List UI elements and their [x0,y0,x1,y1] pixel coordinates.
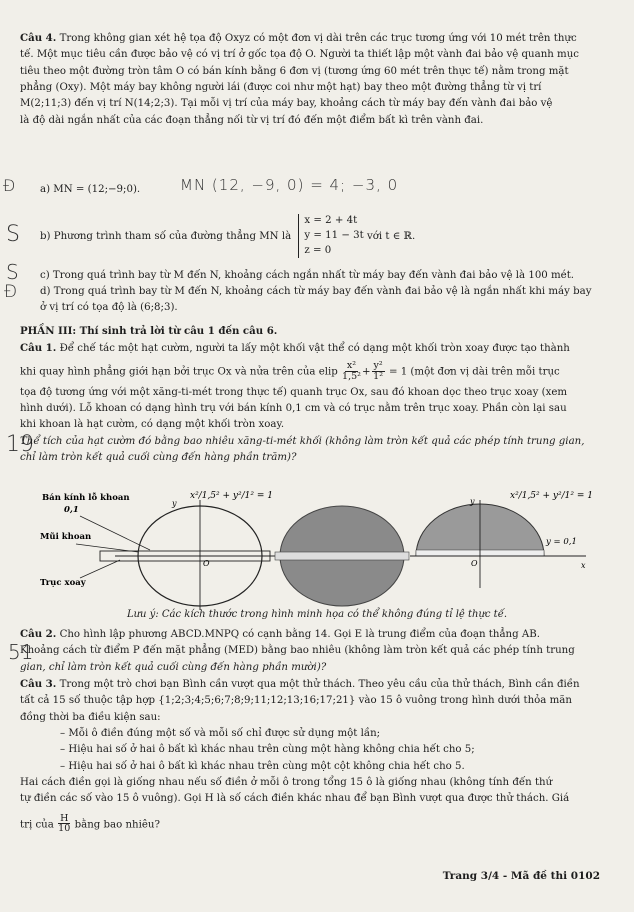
part3-title: PHẦN III: Thí sinh trả lời từ câu 1 đến câu 6. [20,325,278,337]
x-label-right: x [581,561,586,570]
q4-line1: Câu 4. Trong không gian xét hệ tọa độ Oxyz có một đơn vị dài trên các trục tương ứng với 10 mét trên thực [20,32,577,44]
q1-line5: khi khoan là hạt cườm, có dạng một khối tròn xoay. [20,419,285,431]
handwritten-answer-q2: 51 [8,640,34,664]
q1-line3: tọa độ tương ứng với một xăng-ti-mét trong thực tế) quanh trục Ox, sau đó khoan dọc theo trục xoay (xem [20,386,568,398]
label-rotation-axis: Trục xoay [40,578,86,588]
bead-figure [40,488,600,610]
q1-line1: Câu 1. Để chế tác một hạt cườm, người ta lấy một khối vật thể có dạng một khối tròn xoay được tạo thành [20,342,570,355]
question-2: Câu 2. Cho hình lập phương ABCD.MNPQ có cạnh bằng 14. Gọi E là trung điểm của đoạn thẳng AB. Khoảng cách từ điểm P đến mặt phẳng (MED) bằng bao nhiêu (không làm tròn kết quả các phép tính trung gian, chỉ làm tròn kết quả cuối cùng đến hàng phần mười)? [20,628,575,673]
question-3: Câu 3. Trong một trò chơi bạn Bình cần vượt qua một thử thách. Theo yêu cầu của thử thách, Bình cần điền tất cả 15 số thuộc tập hợp {1;2;3;4;5;6;7;8;9;11;12;13;16;17;21} vào 15 ô vuông trong hình dưới thỏa mãn đồng thời ba điều kiện sau: – Mỗi ô điền đúng một số và mỗi số chỉ được sử dụng một lần; – Hiệu hai số ở hai ô bất kì khác nhau trên cùng một hàng không chia hết cho 5; – Hiệu hai số ở hai ô bất kì khác nhau trên cùng một cột không chia hết cho 5. Hai cách điền gọi là giống nhau nếu số điền ở mỗi ô trong tổng 15 ô là giống nhau (không tính đến thứ tự điền các số vào 15 ô vuông). Gọi H là số cách điền khác nhau để bạn Bình vượt qua được thử thách. Giá trị của $\frac{H}{10}$ bằng bao nhiêu? [20,678,580,835]
ellipse-equation-right: x²/1,5² + y²/1² = 1 [510,491,593,501]
q4-line4: phẳng (Oxy). Một máy bay không người lái (được coi như một hạt) bay theo một đường thẳng từ vị trí [20,81,542,93]
handwritten-mark-a: Đ [3,176,16,195]
figure-note: Lưu ý: Các kích thước trong hình minh họa có thể không đúng tỉ lệ thực tế. [126,609,508,620]
handwritten-mark-b: S [6,222,20,247]
q1-line4: hình dưới). Lỗ khoan có dạng hình trụ với bán kính 0,1 cm và có trục nằm trên trục xoay. Phần còn lại sau [20,402,567,414]
fraction-y: $\frac{\text{y²}}{\text{1²}}$ [373,359,384,382]
q1-line7: chỉ làm tròn kết quả cuối cùng đến hàng phần trăm)? [20,451,297,463]
q1-line6: Thể tích của hạt cườm đó bằng bao nhiêu xăng-ti-mét khối (không làm tròn kết quả các phép tính trung gian, [20,435,585,447]
q4-option-c: c) Trong quá trình bay từ M đến N, khoảng cách ngắn nhất từ máy bay đến vành đai bảo vệ là 100 mét. [40,270,575,281]
q4-line3: tiêu theo một đường tròn tâm O có bán kính bằng 6 đơn vị (tương ứng 60 mét trên thực tế) nằm trong mặt [20,65,569,77]
q4-line6: là độ dài ngắn nhất của các đoạn thẳng nối từ vị trí đó đến một điểm bất kì trên vành đai. [20,114,484,126]
y-label-right: y [470,497,475,506]
q4-option-d: d) Trong quá trình bay từ M đến N, khoảng cách từ máy bay đến vành đai bảo vệ là ngắn nhất khi máy bay ở vị trí có tọa độ là (6;8;3). [40,286,592,314]
parametric-system: x = 2 + 4t y = 11 − 3t z = 0 [298,214,363,258]
fraction-x: $\frac{\text{x²}}{\text{1,5²}}$ [342,359,361,382]
origin-right: O [471,559,478,568]
label-drill-radius-value: 0,1 [64,505,79,515]
handwritten-mark-c: S [6,260,19,284]
part3 [20,323,618,466]
handwritten-note-mn: MN (12, −9, 0) = 4; −3, 0 [180,176,399,194]
origin-left: O [203,559,210,568]
q4-option-a: a) MN = (12;−9;0). [40,184,141,195]
page-footer: Trang 3/4 - Mã đề thi 0102 [442,870,600,882]
handwritten-mark-d: Đ [4,282,18,302]
question-4 [20,30,618,129]
q1-line2: khi quay hình phẳng giới hạn bởi trục Ox và nửa trên của elip $\frac{\text{x²}}{\text{1,5²}}$ + $\frac{\text{y²}}{\text{1²}}$ = 1 (một đơn vị dài trên mỗi trục [20,359,560,382]
q4-option-b: b) Phương trình tham số của đường thẳng MN là x = 2 + 4t y = 11 − 3t z = 0 với t ∈ ℝ. [40,214,600,258]
label-y-0-1: y = 0,1 [546,537,577,547]
bead-hole [275,552,409,560]
ellipse-equation-left: x²/1,5² + y²/1² = 1 [190,491,273,501]
q4-heading: Câu 4. [20,32,57,44]
fraction-h-10: $\frac{H}{10}$ [58,812,71,835]
handwritten-answer-q1: 19 [6,432,34,457]
axis-pointer [80,560,120,578]
y-label-left: y [172,499,177,508]
label-drill-radius: Bán kính lỗ khoan [42,493,130,503]
label-drill-bit: Mũi khoan [40,532,92,542]
q4-line5: M(2;11;3) đến vị trí N(14;2;3). Tại mỗi vị trí của máy bay, khoảng cách từ máy bay đến vành đai bảo vệ [20,98,553,110]
q4-line2: tế. Một mục tiêu cần được bảo vệ có vị trí ở gốc tọa độ O. Người ta thiết lập một vành đai bảo vệ quanh mục [20,49,579,61]
